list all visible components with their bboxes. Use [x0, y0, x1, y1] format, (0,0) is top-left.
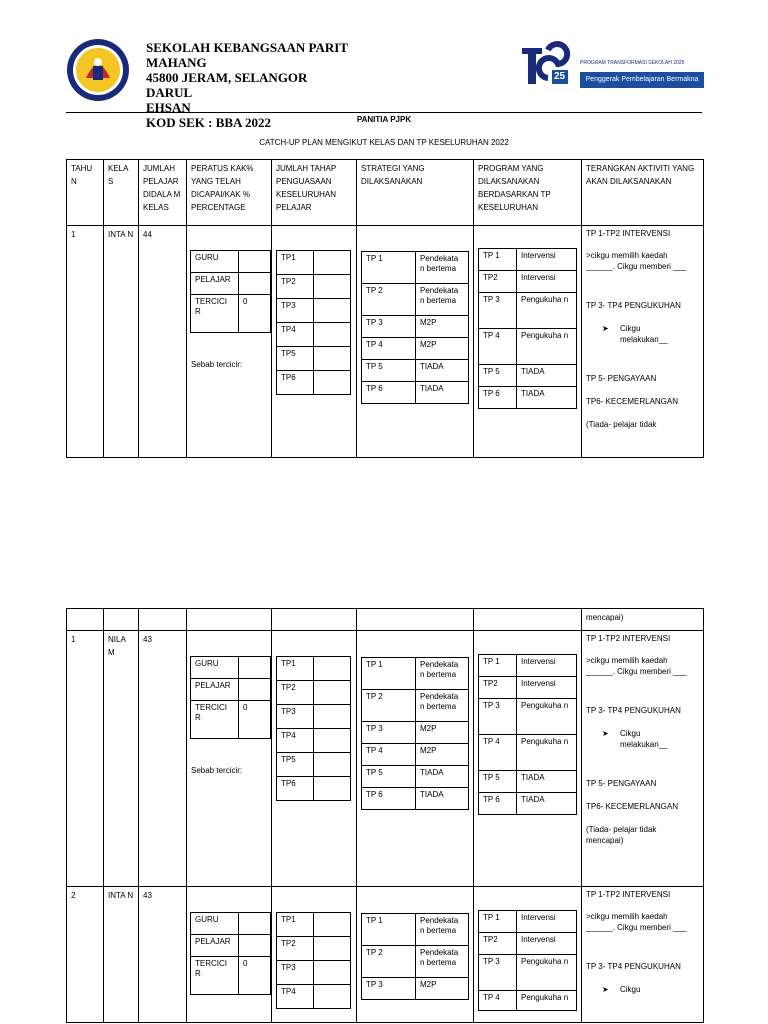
school-header: [146, 40, 356, 130]
school-address-line-1: 45800 JERAM, SELANGOR DARUL: [146, 70, 308, 100]
tp-table-3: TP1 TP2 TP3 TP4: [276, 912, 351, 1009]
school-address-line-2: EHSAN: [146, 100, 191, 115]
row-kelas: INTA N: [104, 226, 139, 458]
school-name-line-1: SEKOLAH KEBANGSAAN PARIT: [146, 40, 349, 55]
col-jumlah: JUMLAH PELAJAR DIDALA M KELAS: [139, 160, 187, 226]
col-aktiviti: TERANGKAN AKTIVITI YANG AKAN DILAKSANAKAN: [582, 160, 704, 226]
col-program: PROGRAM YANG DILAKSANAKAN BERDASARKAN TP KESELURUHAN: [474, 160, 582, 226]
col-kelas: KELA S: [104, 160, 139, 226]
sebab-tercicir: Sebab tercicir:: [191, 766, 243, 775]
aktiviti-cell: TP 1-TP2 INTERVENSI >cikgu memilih kaedah ______. Cikgu memberi ___ TP 3- TP4 PENGUKUHAN ➤ Cikgu: [582, 887, 704, 1023]
row-jumlah: 44: [139, 226, 187, 458]
peratus-table-1: GURU PELAJAR TERCICI R 0: [190, 250, 271, 333]
col-strategi: STRATEGI YANG DILAKSANAKAN: [357, 160, 474, 226]
school-code: KOD SEK : BBA 2022: [146, 115, 271, 130]
peratus-table-3: GURU PELAJAR TERCICI R 0: [190, 912, 271, 995]
continued-mencapai: mencapai): [582, 609, 704, 631]
school-name-line-2: MAHANG: [146, 55, 207, 70]
program-table-2: TP 1 Intervensi TP2 Intervensi TP 3 Pengukuha n TP 4 Pengukuha n TP 5 TIADA TP 6 TIADA: [478, 654, 577, 815]
aktiviti-cell: TP 1-TP2 INTERVENSI >cikgu memilih kaedah ______. Cikgu memberi ___ TP 3- TP4 PENGUKUHAN ➤ Cikgu melakukan__ TP 5- PENGAYAAN TP6- KECEMERLANGAN (Tiada- pelajar tidak: [582, 226, 704, 458]
school-logo: [66, 38, 130, 102]
col-tahap: JUMLAH TAHAP PENGUASAAN KESELURUHAN PELAJAR: [272, 160, 357, 226]
program-line: PROGRAM TRANSFORMASI SEKOLAH 2025: [580, 60, 685, 66]
row-tahun: 1: [67, 226, 104, 458]
bullet-arrow-icon: ➤: [602, 324, 609, 333]
program-table-3: TP 1 Intervensi TP2 Intervensi TP 3 Pengukuha n TP 4 Pengukuha n: [478, 910, 577, 1011]
ts25-logo-icon: [518, 42, 574, 88]
sebab-tercicir: Sebab tercicir:: [191, 360, 243, 369]
row-tahun: 1: [67, 631, 104, 887]
header-divider: [66, 112, 702, 113]
strategi-table-1: TP 1 Pendekata n bertema TP 2 Pendekata n bertema TP 3 M2P TP 4 M2P TP 5 TIADA TP 6 TIADA: [361, 251, 469, 404]
ts25-number: 25: [554, 71, 566, 82]
col-tahun: TAHU N: [67, 160, 104, 226]
program-table-1: TP 1 Intervensi TP2 Intervensi TP 3 Pengukuha n TP 4 Pengukuha n TP 5 TIADA TP 6 TIADA: [478, 248, 577, 409]
col-peratus: PERATUS KAK% YANG TELAH DICAPAI/KAK % PERCENTAGE: [187, 160, 272, 226]
row-kelas: NILA M: [104, 631, 139, 887]
row-kelas: INTA N: [104, 887, 139, 1023]
panitia-title: PANITIA PJPK: [356, 115, 412, 124]
row-jumlah: 43: [139, 887, 187, 1023]
transformasi-logo: [518, 42, 704, 90]
row-jumlah: 43: [139, 631, 187, 887]
row-tahun: 2: [67, 887, 104, 1023]
plan-title: CATCH-UP PLAN MENGIKUT KELAS DAN TP KESELURUHAN 2022: [259, 138, 509, 147]
aktiviti-cell: TP 1-TP2 INTERVENSI >cikgu memilih kaedah ______. Cikgu memberi ___ TP 3- TP4 PENGUKUHAN ➤ Cikgu melakukan__ TP 5- PENGAYAAN TP6- KECEMERLANGAN (Tiada- pelajar tidak mencapai): [582, 631, 704, 887]
tp-table-1: TP1 TP2 TP3 TP4 TP5 TP6: [276, 250, 351, 395]
strategi-table-3: TP 1 Pendekata n bertema TP 2 Pendekata n bertema TP 3 M2P: [361, 913, 469, 1000]
bullet-arrow-icon: ➤: [602, 729, 609, 738]
strategi-table-2: TP 1 Pendekata n bertema TP 2 Pendekata n bertema TP 3 M2P TP 4 M2P TP 5 TIADA TP 6 TIADA: [361, 657, 469, 810]
tp-table-2: TP1 TP2 TP3 TP4 TP5 TP6: [276, 656, 351, 801]
bullet-arrow-icon: ➤: [602, 985, 609, 994]
peratus-table-2: GURU PELAJAR TERCICI R 0: [190, 656, 271, 739]
program-tagline: Penggerak Pembelajaran Bermakna: [580, 72, 704, 88]
